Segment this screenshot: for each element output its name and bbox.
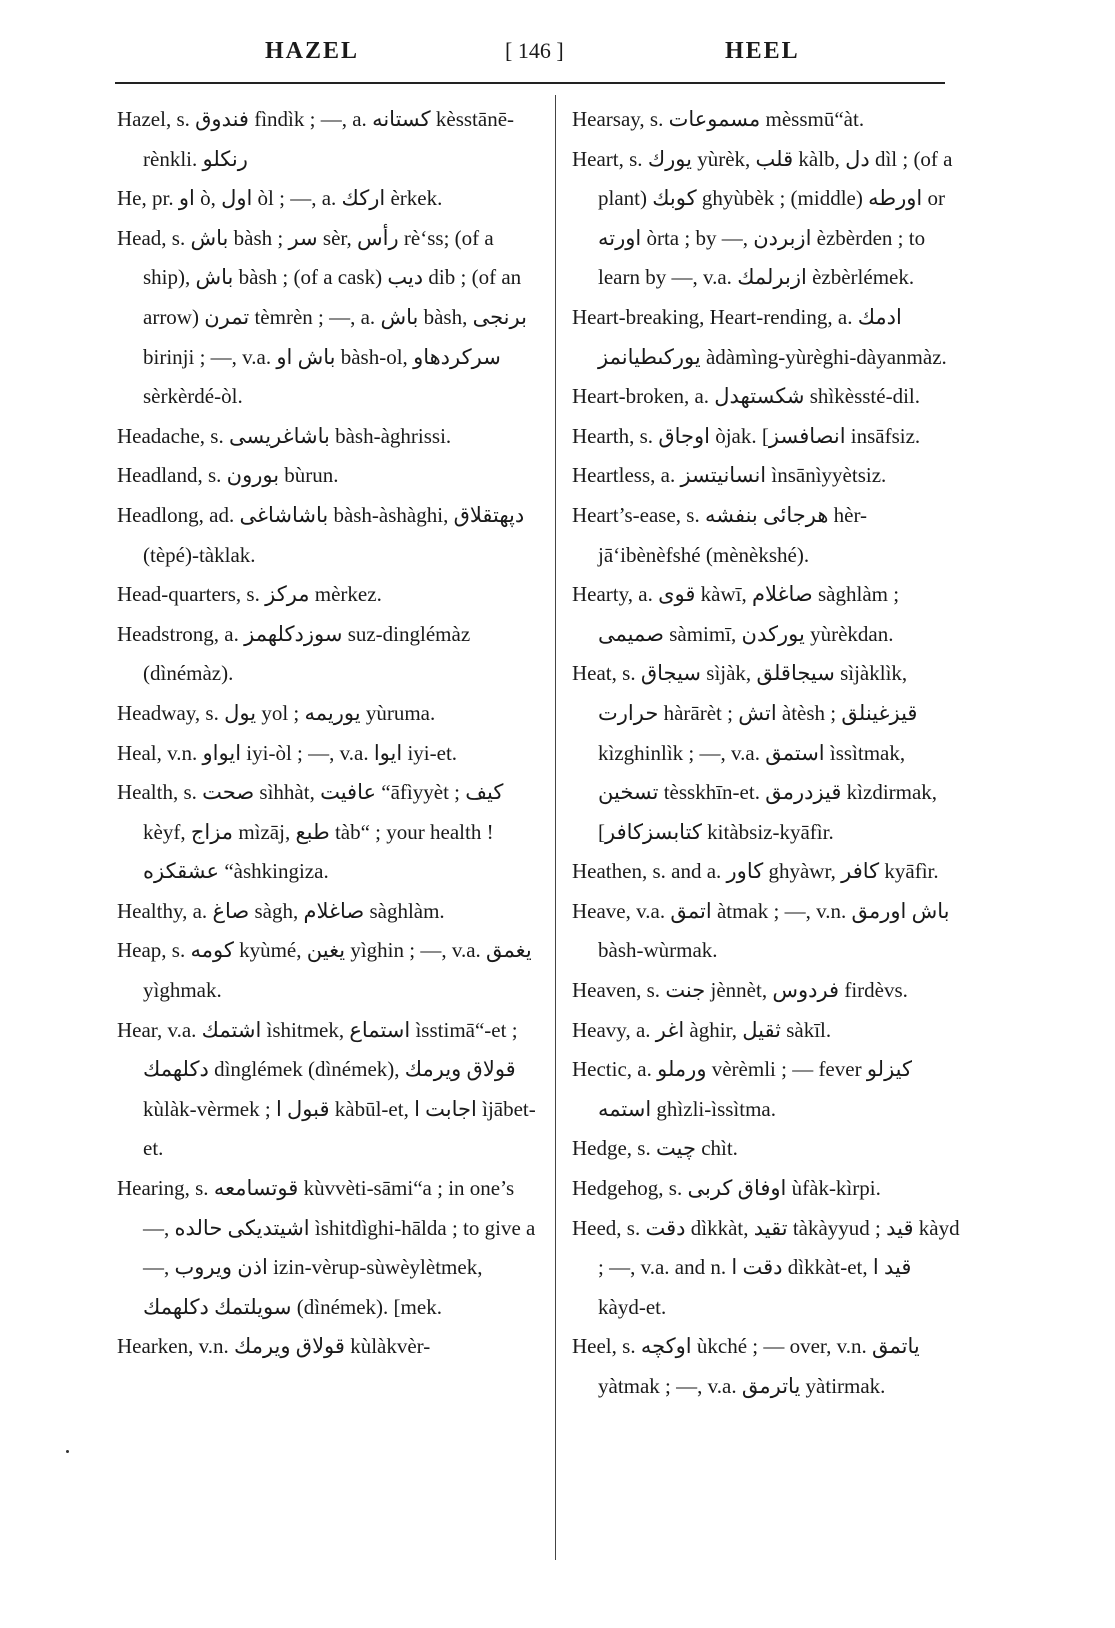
dictionary-entry-hearty: Hearty, a. قوى kàwī, صاغلام sàghlàm ; صميمى sàmimī, يوركدن yùrèkdan. <box>572 582 900 646</box>
dictionary-entry-he: He, pr. او ò, اول òl ; —, a. اركك èrkek. <box>117 186 443 211</box>
dictionary-entry-heave: Heave, v.a. اتمق àtmak ; —, v.n. باش اورمق bàsh-wùrmak. <box>572 898 950 963</box>
dictionary-entry-heart: Heart, s. يورك yùrèk, قلب kàlb, دل dìl ; (of a plant) كوبك ghyùbèk ; (middle) اورطه or اورته òrta ; by —, ازبردن èzbèrden ; to learn by —, v.a. ازبرلمك èzbèrlémek. <box>572 146 953 290</box>
dictionary-entry-hazel: Hazel, s. فندوق fìndìk ; —, a. كستانه kèsstānē-rènkli. رنكلو <box>117 107 515 171</box>
dictionary-entry-heel: Heel, s. اوكچه ùkché ; — over, v.n. ياتمق yàtmak ; —, v.a. ياترمق yàtirmak. <box>572 1334 920 1398</box>
dictionary-entry-health: Health, s. صحت sìhhàt, عافيت “āfìyyèt ; كيف kèyf, مزاج mìzāj, طبع tàb“ ; your health ! عشقكزه “àshkingiza. <box>117 780 504 884</box>
dictionary-entry-hearing: Hearing, s. قوتسامعه kùvvèti-sāmi“a ; in one’s —, اشيتديكى حالده ìshitdìghi-hālda ; to give a —, اذن ويروب izin-vèrup-sùwèylètmek, سويلتمك دكلهمك (dìnémek). [mek. <box>117 1176 536 1319</box>
dictionary-entry-hearts-ease: Heart’s-ease, s. هرجائى بنفشه hèr-jā‘ibènèfshé (mènèkshé). <box>572 502 868 567</box>
dictionary-entry-heathen: Heathen, s. and a. كاور ghyàwr, كافر kyāfìr. <box>572 859 939 884</box>
dictionary-entry-headway: Headway, s. يول yol ; يوريمه yùruma. <box>117 700 436 725</box>
dictionary-entry-hedge: Hedge, s. چيت chìt. <box>572 1136 738 1161</box>
running-head <box>115 32 945 72</box>
header-rule <box>115 82 945 84</box>
dictionary-entry-heal: Heal, v.n. ايواو iyi-òl ; —, v.a. ايوا iyi-et. <box>117 740 458 765</box>
dictionary-entry-headache: Headache, s. باشاغريسى bàsh-àghrissi. <box>117 423 452 448</box>
dictionary-entry-healthy: Healthy, a. صاغ sàgh, صاغلام sàghlàm. <box>117 898 445 923</box>
dictionary-entry-heaven: Heaven, s. جنت jènnèt, فردوس firdèvs. <box>572 978 908 1003</box>
left-column <box>117 100 537 1367</box>
dictionary-entry-hearken: Hearken, v.n. قولاق ويرمك kùlàkvèr- <box>117 1334 431 1359</box>
dictionary-entry-heart-breaking: Heart-breaking, Heart-rending, a. ادمك يوركىطيانمز àdàmìng-yùrèghi-dàyanmàz. <box>572 304 947 369</box>
dictionary-entry-headland: Headland, s. بورون bùrun. <box>117 463 339 488</box>
dictionary-entry-heat: Heat, s. سيجاق sìjàk, سيجاقلق sìjàklìk, حرارت hàrārèt ; اتش àtèsh ; قيزغينلق kìzghinlìk ; —, v.a. استمق ìssìtmak, تسخين tèsskhīn-et. قيزدرمق kìzdirmak, [كتابسزكافر kitàbsiz-kyāfìr. <box>572 661 938 844</box>
dictionary-entry-headstrong: Headstrong, a. سوزدكلهمز suz-dinglémàz (dìnémàz). <box>117 621 471 686</box>
dictionary-entry-hearsay: Hearsay, s. مسموعات mèssmū“àt. <box>572 107 865 131</box>
column-divider <box>555 95 556 1560</box>
dictionary-entry-hearth: Hearth, s. اوجاق òjak. [انصافسز insāfsiz. <box>572 423 921 448</box>
running-head-left: HAZEL <box>265 38 360 64</box>
print-speck <box>66 1450 69 1453</box>
dictionary-entry-heed: Heed, s. دقت dìkkàt, تقيد tàkàyyud ; قيد kàyd ; —, v.a. and n. دقت ا dìkkàt-et, قيد ا kàyd-et. <box>572 1215 960 1319</box>
right-column <box>572 100 962 1407</box>
dictionary-entry-heartless: Heartless, a. انسانيتسز ìnsānìyyètsiz. <box>572 463 887 488</box>
dictionary-entry-hectic: Hectic, a. ورملو vèrèmli ; — fever كيزلو استمه ghìzli-ìssìtma. <box>572 1057 912 1121</box>
dictionary-entry-heart-broken: Heart-broken, a. شكستهدل shìkèssté-dil. <box>572 384 920 409</box>
dictionary-entry-head-quarters: Head-quarters, s. مركز mèrkez. <box>117 582 382 607</box>
dictionary-entry-head: Head, s. باش bàsh ; سر sèr, رأس rè‘ss; (of a ship), باش bàsh ; (of a cask) ديب dib ; (of an arrow) تمرن tèmrèn ; —, a. باش bàsh, برنجى birinji ; —, v.a. باش او bàsh-ol, سركردهاو sèrkèrdé-òl. <box>117 225 527 409</box>
dictionary-entry-heap: Heap, s. كومه kyùmé, يغين yìghin ; —, v.a. يغمق yìghmak. <box>117 938 532 1003</box>
running-head-right: HEEL <box>725 38 800 64</box>
page-number: [ 146 ] <box>505 38 564 63</box>
dictionary-entry-heavy: Heavy, a. اغر àghir, ثقيل sàkīl. <box>572 1017 832 1042</box>
dictionary-entry-headlong: Headlong, ad. باشاشاغى bàsh-àshàghi, دپهتقلاق (tèpé)-tàklak. <box>117 502 525 567</box>
dictionary-entry-hedgehog: Hedgehog, s. اوفاق كربى ùfàk-kìrpi. <box>572 1176 881 1201</box>
dictionary-entry-hear: Hear, v.a. اشتمك ìshitmek, استماع ìsstimā“-et ; دكلهمك dìnglémek (dìnémek), قولاق ويرمك kùlàk-vèrmek ; قبول ا kàbūl-et, اجابت ا ìjābet-et. <box>117 1017 536 1161</box>
